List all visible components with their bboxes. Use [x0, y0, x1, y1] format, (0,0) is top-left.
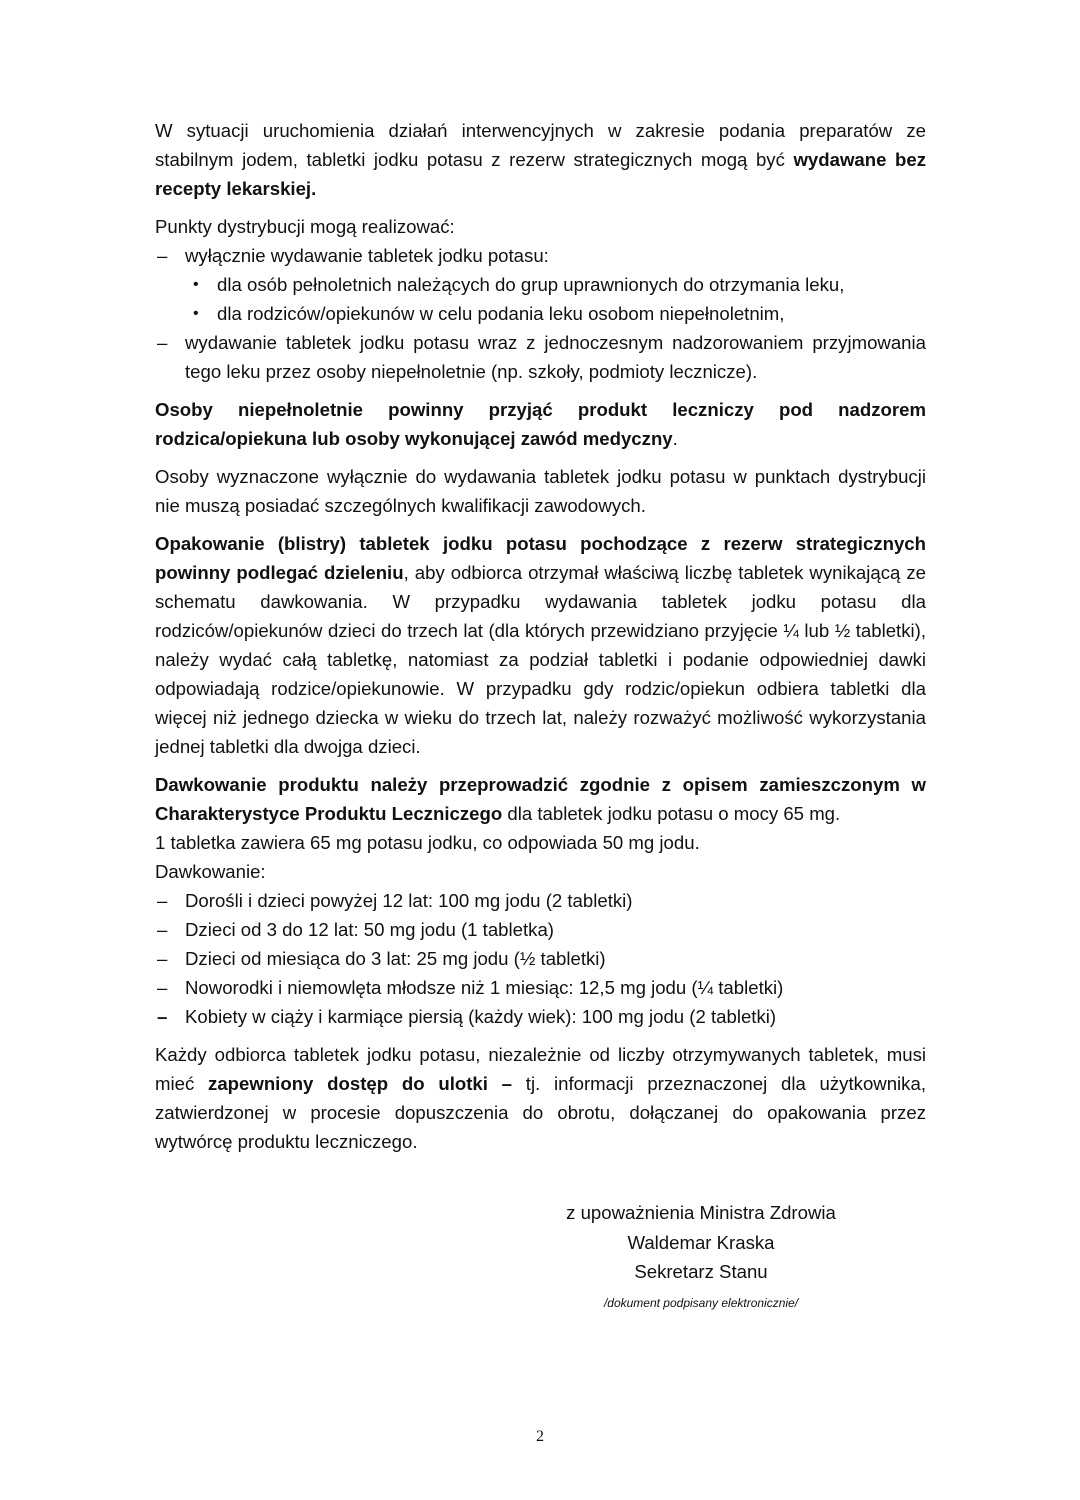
dash-marker: – — [157, 919, 168, 940]
signatory-role: Sekretarz Stanu — [634, 1261, 768, 1282]
list-item — [155, 328, 926, 386]
dash-marker: – — [157, 977, 168, 998]
page-number: 2 — [536, 1428, 544, 1445]
list-item — [155, 241, 926, 328]
paragraph-dosage-intro — [155, 770, 926, 828]
paragraph-text: , aby odbiorca otrzymał właściwą liczbę tabletek wynikającą ze schematu dawkowania. W przypadku wydawania tabletek jodku potasu dla rodziców/opiekunów dzieci do trzech lat (dla których przewidziano przyjęcie ¼ lub ½ tabletki), należy wydać całą tabletkę, natomiast za podział tabletki i podanie odpowiedniej dawki odpowiadają rodzice/opiekunowie. W przypadku gdy rodzic/opiekun odbiera tabletki dla więcej niż jednego dziecka w wieku do trzech lat, należy rozważyć możliwość wykorzystania jednej tabletki dla dwojga dzieci. — [155, 562, 927, 757]
signature-block — [520, 1198, 882, 1313]
sub-item-text: dla osób pełnoletnich należących do grup uprawnionych do otrzymania leku, — [217, 274, 845, 295]
distribution-list — [155, 241, 926, 386]
paragraph-designated-persons: Osoby wyznaczone wyłącznie do wydawania tabletek jodku potasu w punktach dystrybucji nie muszą posiadać szczególnych kwalifikacji zawodowych. — [155, 466, 926, 516]
dosage-item — [155, 886, 926, 915]
paragraph-packaging — [155, 529, 926, 761]
paragraph-intervention — [155, 116, 926, 203]
bullet-marker: • — [193, 276, 199, 293]
dosage-text: Dzieci od miesiąca do 3 lat: 25 mg jodu (½ tabletki) — [185, 948, 606, 969]
distribution-intro: Punkty dystrybucji mogą realizować: — [155, 216, 455, 237]
list-item-text: wydawanie tabletek jodku potasu wraz z jednoczesnym nadzorowaniem przyjmowania tego leku przez osoby niepełnoletnie (np. szkoły, podmioty lecznicze). — [185, 332, 926, 382]
dash-marker: – — [157, 948, 168, 969]
dosage-list — [155, 886, 926, 1031]
paragraph-end: . — [672, 428, 678, 449]
bold-leaflet-access: zapewniony dostęp do ulotki – — [208, 1073, 526, 1094]
signature-authority: z upoważnienia Ministra Zdrowia — [566, 1202, 836, 1223]
bold-packaging: Opakowanie (blistry) tabletek jodku potasu pochodzące z rezerw strategicznych powinny podlegać dzieleniu — [155, 533, 926, 583]
sub-list — [155, 270, 926, 328]
dosage-text: Kobiety w ciąży i karmiące piersią (każdy wiek): 100 mg jodu (2 tabletki) — [185, 1006, 777, 1027]
paragraph-text: W sytuacji uruchomienia działań interwencyjnych w zakresie podania preparatów ze stabilnym jodem, tabletki jodku potasu z rezerw strategicznych mogą być — [155, 120, 926, 170]
electronic-signature-note: /dokument podpisany elektronicznie/ — [603, 1295, 799, 1310]
bullet-marker: • — [193, 305, 199, 322]
dosage-item — [155, 973, 926, 1002]
dosage-text: Noworodki i niemowlęta młodsze niż 1 miesiąc: 12,5 mg jodu (¼ tabletki) — [185, 977, 784, 998]
dosage-item — [155, 1002, 926, 1031]
paragraph-text: tj. informacji przeznaczonej dla użytkownika, zatwierdzonej w procesie dopuszczenia do obrotu, dołączanej do opakowania przez wytwórcę produktu leczniczego. — [155, 1073, 926, 1152]
dosage-text: Dzieci od 3 do 12 lat: 50 mg jodu (1 tabletka) — [185, 919, 554, 940]
bold-no-prescription: wydawane bez recepty lekarskiej. — [155, 149, 926, 199]
signatory-name: Waldemar Kraska — [627, 1231, 775, 1253]
bold-dosage: Dawkowanie produktu należy przeprowadzić zgodnie z opisem zamieszczonym w Charakterystyce Produktu Leczniczego — [155, 774, 926, 824]
paragraph-leaflet — [155, 1040, 926, 1156]
dosage-item — [155, 944, 926, 973]
dosage-text: Dorośli i dzieci powyżej 12 lat: 100 mg jodu (2 tabletki) — [185, 890, 633, 911]
tablet-content-line: 1 tabletka zawiera 65 mg potasu jodku, co odpowiada 50 mg jodu. — [155, 832, 700, 853]
paragraph-text: Każdy odbiorca tabletek jodku potasu, niezależnie od liczby otrzymywanych tabletek, musi mieć — [155, 1044, 926, 1094]
sub-item-text: dla rodziców/opiekunów w celu podania leku osobom niepełnoletnim, — [217, 303, 785, 324]
sub-list-item — [187, 270, 926, 299]
dash-marker: – — [157, 332, 168, 353]
dash-marker: – — [157, 1006, 168, 1027]
dash-marker: – — [157, 890, 168, 911]
dosage-label: Dawkowanie: — [155, 861, 266, 882]
paragraph-text: dla tabletek jodku potasu o mocy 65 mg. — [502, 803, 841, 824]
bold-minors-supervision: Osoby niepełnoletnie powinny przyjąć produkt leczniczy pod nadzorem rodzica/opiekuna lub osoby wykonującej zawód medyczny — [155, 399, 926, 449]
paragraph-minors — [155, 395, 926, 453]
document-body — [155, 116, 926, 1165]
sub-list-item — [187, 299, 926, 328]
dosage-item — [155, 915, 926, 944]
dash-marker: – — [157, 245, 168, 266]
list-item-text: wyłącznie wydawanie tabletek jodku potasu: — [185, 245, 549, 266]
